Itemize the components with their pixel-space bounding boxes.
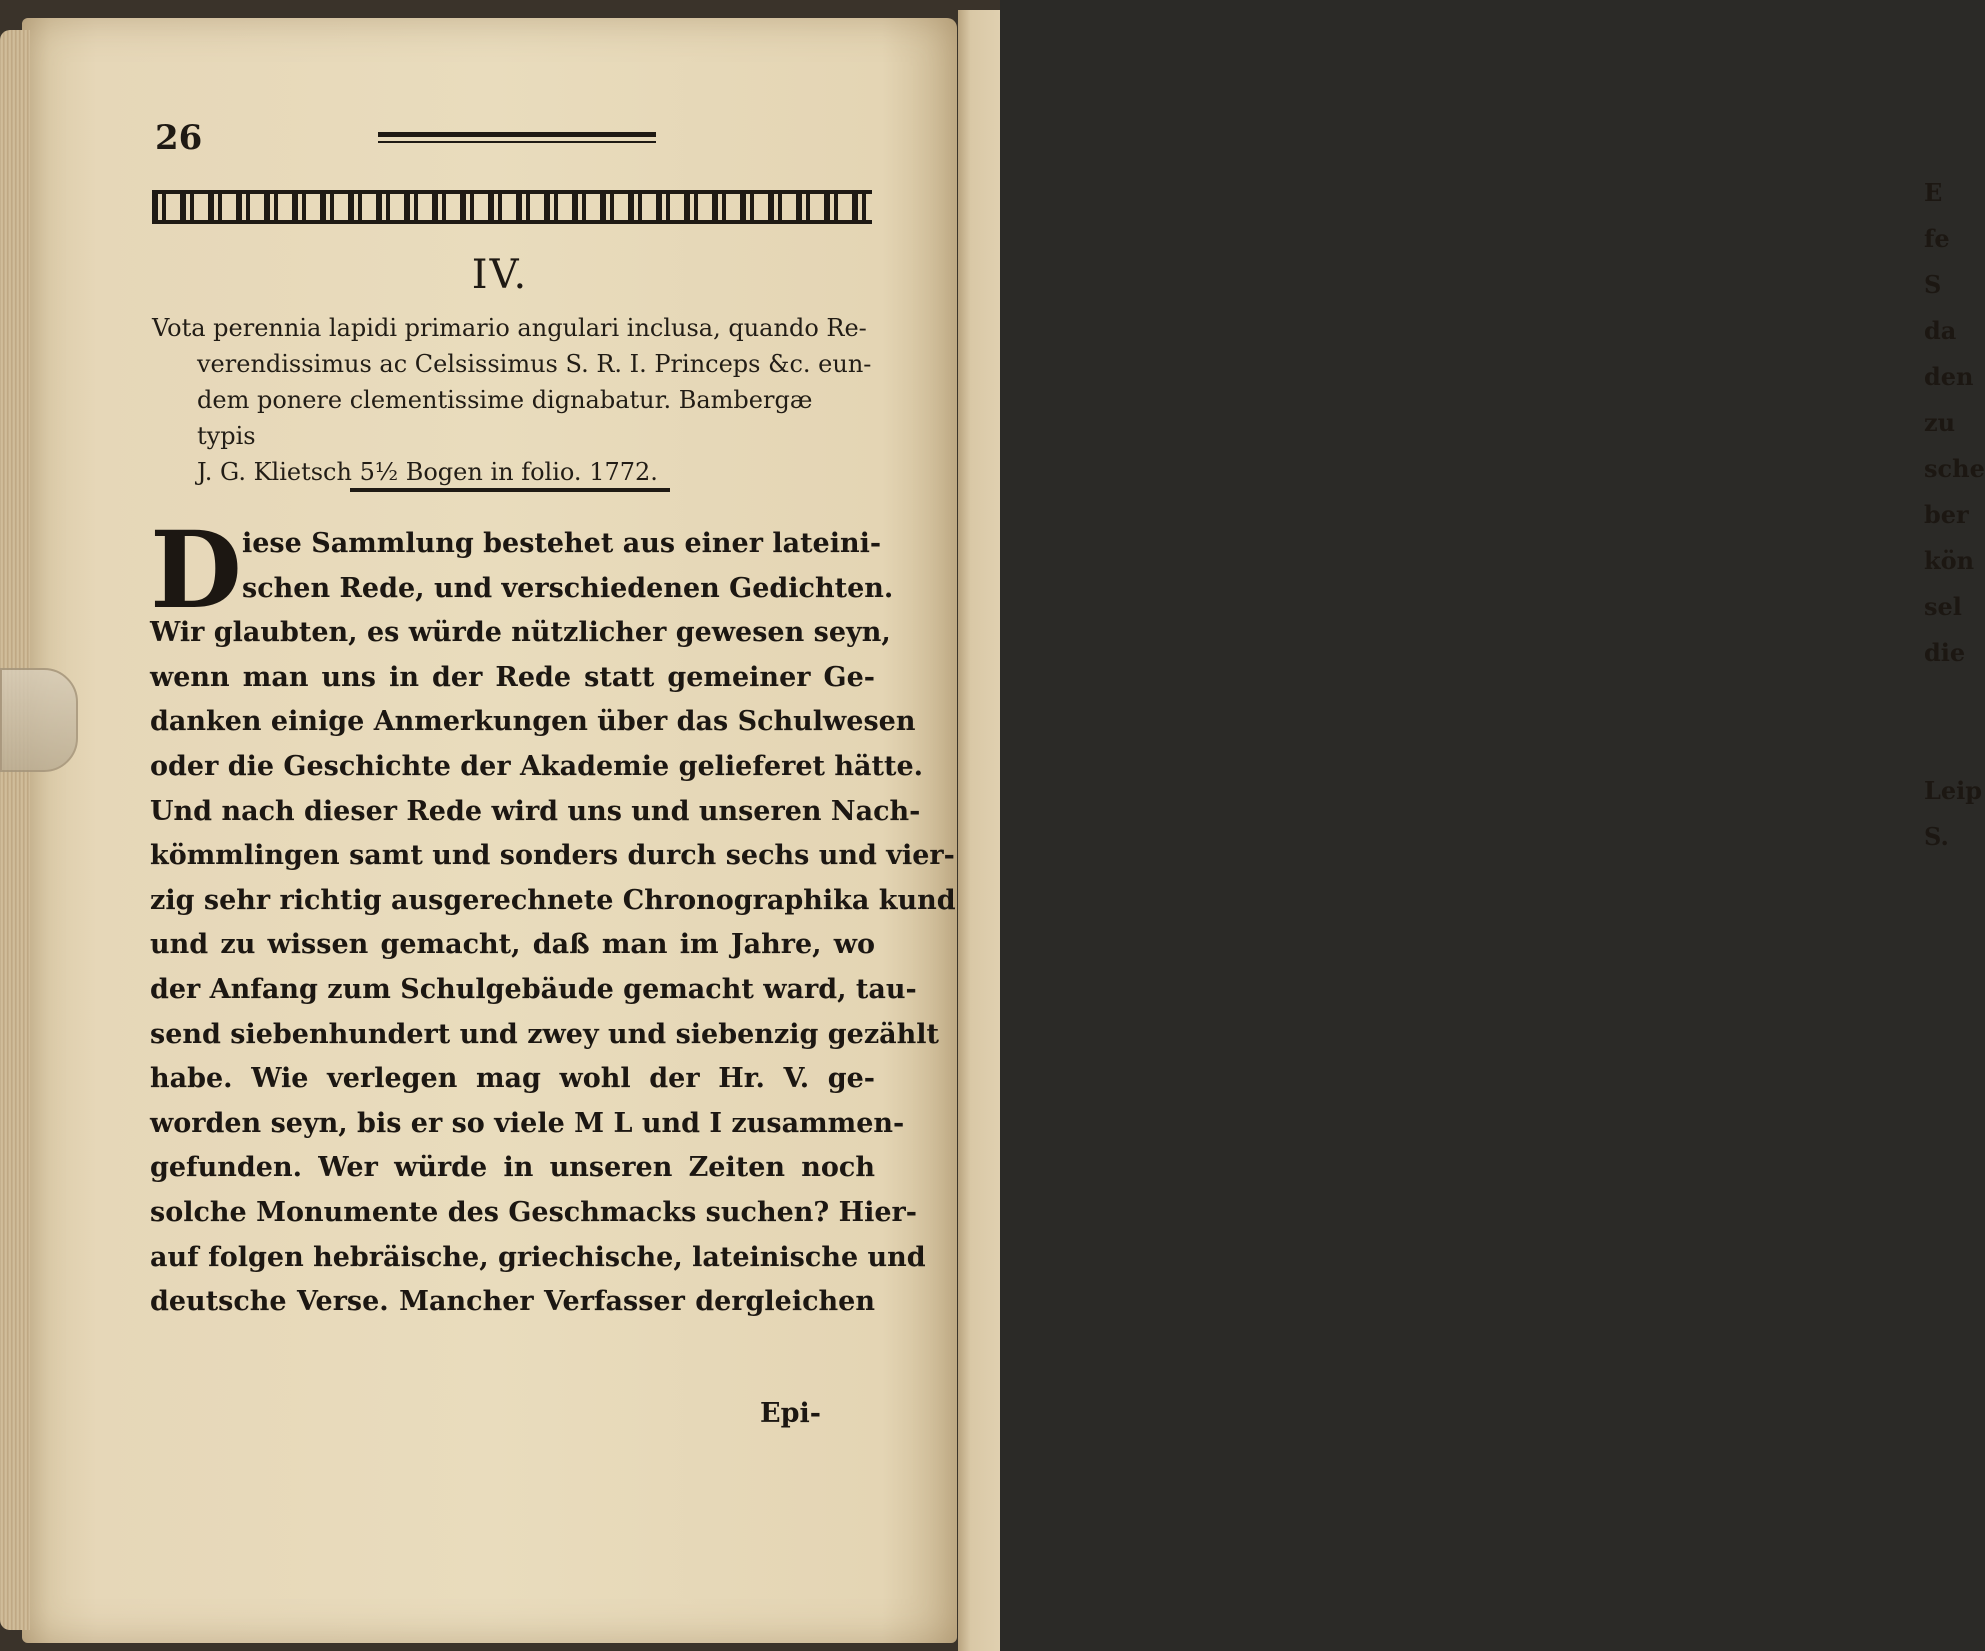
facing-fragment: kön: [1924, 546, 1975, 575]
latin-title-line: Vota perennia lapidi primario angulari inclusa, quando Re-: [152, 314, 867, 342]
facing-fragment: [1924, 722, 1958, 768]
body-line: auf folgen hebräische, griechische, lateinische und: [150, 1241, 926, 1273]
body-line: iese Sammlung bestehet aus einer lateini-: [242, 528, 882, 559]
body-line: der Anfang zum Schulgebäude gemacht ward, tau-: [150, 973, 917, 1005]
body-paragraph: [150, 507, 956, 1325]
body-line: zig sehr richtig ausgerechnete Chronographika kund: [150, 884, 956, 916]
body-line: gefunden. Wer würde in unseren Zeiten noch: [150, 1152, 875, 1184]
facing-fragment: S: [1924, 270, 1942, 299]
body-line: worden seyn, bis er so viele M L und I zusammen-: [150, 1107, 905, 1139]
body-line: wenn man uns in der Rede statt gemeiner Ge-: [150, 661, 875, 693]
latin-title-line: verendissimus ac Celsissimus S. R. I. Princeps &c. eun-: [197, 350, 872, 378]
facing-fragment: E: [1924, 178, 1943, 207]
facing-fragment: die: [1924, 638, 1966, 667]
header-rule-thin: [378, 141, 656, 143]
latin-title-line: J. G. Klietsch 5½ Bogen in folio. 1772.: [197, 458, 658, 486]
body-line: und zu wissen gemacht, daß man im Jahre, wo: [150, 929, 875, 961]
facing-fragment: sche: [1924, 454, 1985, 483]
facing-fragment: S.: [1924, 822, 1949, 851]
body-line: Und nach dieser Rede wird uns und unseren Nach-: [150, 795, 921, 827]
body-line: Wir glaubten, es würde nützlicher gewesen seyn,: [150, 617, 891, 649]
drop-cap: D: [150, 507, 242, 632]
facing-fragment: zu: [1924, 408, 1956, 437]
body-line: habe. Wie verlegen mag wohl der Hr. V. ge-: [150, 1063, 875, 1095]
header-rule: [378, 132, 656, 137]
section-number: IV.: [471, 252, 529, 298]
section-divider: [350, 488, 670, 492]
latin-title-block: [152, 310, 872, 490]
ornamental-border: [152, 190, 872, 224]
body-line: deutsche Verse. Mancher Verfasser dergleichen: [150, 1286, 875, 1318]
facing-fragment: ber: [1924, 500, 1969, 529]
facing-fragment: fe: [1924, 224, 1950, 253]
body-line: solche Monumente des Geschmacks suchen? Hier-: [150, 1196, 917, 1228]
body-line: kömmlingen samt und sonders durch sechs und vier-: [150, 840, 955, 872]
page-number: 26: [155, 118, 203, 158]
body-line: send siebenhundert und zwey und siebenzig gezählt: [150, 1018, 940, 1050]
body-line: danken einige Anmerkungen über das Schulwesen: [150, 706, 916, 738]
bookmark-clip: [0, 668, 78, 772]
facing-page-text: [1924, 170, 1985, 860]
facing-fragment: den: [1924, 362, 1974, 391]
body-line: schen Rede, und verschiedenen Gedichten.: [242, 572, 894, 604]
facing-fragment: Leip: [1924, 776, 1983, 805]
facing-fragment: [1924, 676, 1958, 722]
facing-fragment: sel: [1924, 592, 1962, 621]
body-line: oder die Geschichte der Akademie gelieferet hätte.: [150, 750, 924, 782]
facing-fragment: da: [1924, 316, 1957, 345]
catchword: Epi-: [760, 1398, 821, 1429]
latin-title-line: dem ponere clementissime dignabatur. Bambergæ typis: [197, 386, 813, 450]
